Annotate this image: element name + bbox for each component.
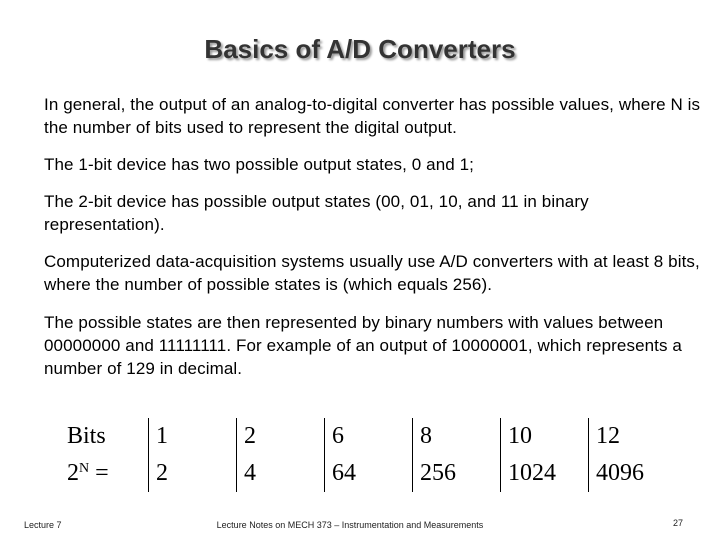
states-cell: 2 [149, 455, 237, 492]
states-cell: 4 [237, 455, 325, 492]
states-cell: 4096 [589, 455, 657, 492]
bits-cell: 2 [237, 418, 325, 455]
row-label-exponent: N [79, 461, 90, 476]
table-row-states [60, 455, 656, 492]
row-label-bits: Bits [67, 423, 106, 449]
table-row-bits [60, 418, 656, 455]
paragraph-output-values: In general, the output of an analog-to-digital converter has possible values, where N is the number of bits used to represent the digital output. [44, 95, 701, 137]
bits-cell: 12 [589, 418, 657, 455]
slide-title: Basics of A/D Converters [204, 34, 516, 64]
bits-cell: 6 [325, 418, 413, 455]
footer-lecture: Lecture 7 [24, 520, 62, 530]
row-label-suffix: = [89, 460, 109, 486]
states-cell: 64 [325, 455, 413, 492]
bits-cell: 10 [501, 418, 589, 455]
states-cell: 1024 [501, 455, 589, 492]
paragraph-2-bit: The 2-bit device has possible output states (00, 01, 10, and 11 in binary representation). [44, 192, 589, 234]
row-label-base: 2 [67, 460, 79, 486]
bits-cell: 8 [413, 418, 501, 455]
bits-cell: 1 [149, 418, 237, 455]
paragraph-8-bit: Computerized data-acquisition systems usually use A/D converters with at least 8 bits, where the number of possible states is (which equals 256). [44, 252, 700, 294]
footer-course: Lecture Notes on MECH 373 – Instrumentation and Measurements [216, 520, 484, 530]
paragraph-1-bit: The 1-bit device has two possible output states, 0 and 1; [44, 155, 475, 174]
bits-states-table [60, 418, 656, 492]
states-cell: 256 [413, 455, 501, 492]
paragraph-binary-example: The possible states are then represented by binary numbers with values between 00000000 and 11111111. For example of an output of 10000001, which represents a number of 129 in decimal. [44, 313, 682, 378]
footer-page-number: 27 [673, 518, 684, 528]
row-label-states [60, 455, 149, 492]
